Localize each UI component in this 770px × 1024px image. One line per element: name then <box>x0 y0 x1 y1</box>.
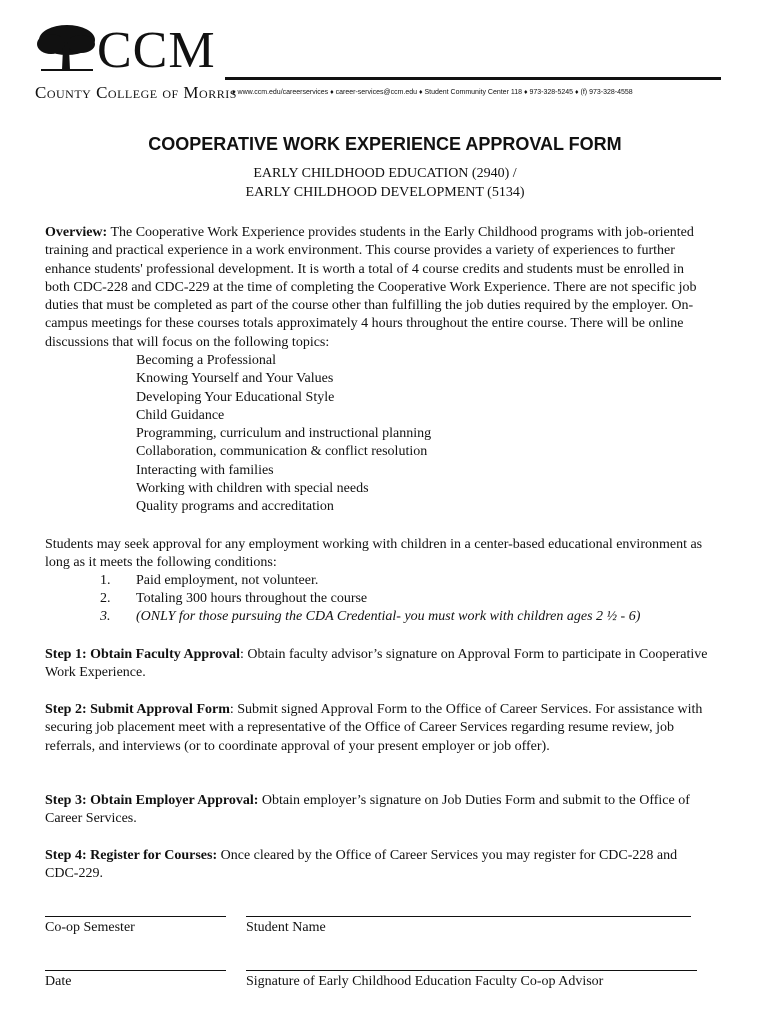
topic-item: Becoming a Professional <box>136 353 276 368</box>
topic-item: Collaboration, communication & conflict resolution <box>136 444 428 460</box>
step-separator: : <box>240 647 244 662</box>
date-line[interactable] <box>45 970 226 971</box>
faculty-signature-line[interactable] <box>246 970 697 971</box>
student-name-line[interactable] <box>246 916 691 917</box>
step-1 <box>45 646 710 683</box>
topic-item: Working with children with special needs <box>136 481 369 497</box>
topic-item: Programming, curriculum and instructional planning <box>136 426 432 442</box>
step-text: Submit signed Approval Form to the Office of Career Services. For assistance with securing job placement meet with a representative of the Office of Career Services regarding resume review, job referrals, and interviews (or to coordinate approval of your present employer or job offer). <box>45 702 703 754</box>
conditions-intro: Students may seek approval for any employment working with children in a center-based educational environment as long as it meets the following conditions: <box>45 537 703 571</box>
condition-text: Paid employment, not volunteer. <box>136 573 319 588</box>
step-label: Step 4: Register for Courses: <box>45 848 218 863</box>
condition-number: 1. <box>100 573 111 588</box>
step-label: Step 1: Obtain Faculty Approval <box>45 647 240 662</box>
topic-item: Child Guidance <box>136 407 225 423</box>
condition-number: 2. <box>100 591 111 606</box>
form-title: COOPERATIVE WORK EXPERIENCE APPROVAL FORM <box>148 134 622 154</box>
step-label: Step 3: Obtain Employer Approval: <box>45 793 259 808</box>
topics-list <box>136 352 431 517</box>
overview-text: The Cooperative Work Experience provides students in the Early Childhood programs with job-oriented training and practical experience in a work environment. This course provides a variety of experiences to further enhance students' professional development. It is worth a total of 4 course credits and students must be enrolled in both CDC-228 and CDC-229 at the time of completing the Cooperative Work Experience. There are not specific job duties that must be completed as part of the course other than fulfilling the job duties required by the employer. On-campus meetings for these courses totals approximately 4 hours throughout the entire course. There will be online discussions that will focus on the following topics: <box>45 225 697 350</box>
condition-item <box>100 608 640 626</box>
condition-item <box>100 572 318 590</box>
date-label: Date <box>45 974 72 989</box>
letterhead <box>35 22 725 104</box>
topic-item: Quality programs and accreditation <box>136 499 334 515</box>
overview-label: Overview: <box>45 225 108 240</box>
coop-semester-label: Co-op Semester <box>45 920 135 935</box>
coop-semester-line[interactable] <box>45 916 226 917</box>
step-separator: : <box>229 702 234 717</box>
step-text: Obtain employer’s signature on Job Duties Form and submit to the Office of Career Services. <box>45 793 690 827</box>
step-2 <box>45 701 710 756</box>
condition-text: Totaling 300 hours throughout the course <box>136 591 368 606</box>
overview-paragraph <box>45 224 710 352</box>
condition-number: 3. <box>100 609 111 624</box>
step-text: Obtain faculty advisor’s signature on Approval Form to participate in Cooperative Work Experience. <box>45 647 708 681</box>
college-name: County College of Morris <box>35 83 237 102</box>
topic-item: Knowing Yourself and Your Values <box>136 371 334 387</box>
topic-item: Developing Your Educational Style <box>136 389 335 405</box>
step-4 <box>45 847 710 884</box>
step-label: Step 2: Submit Approval Form <box>45 702 230 717</box>
tree-logo-icon <box>35 22 97 72</box>
condition-text: (ONLY for those pursuing the CDA Credential- you must work with children ages 2 ½ - 6) <box>136 609 641 624</box>
logo-wordmark: CCM <box>97 22 216 79</box>
faculty-signature-label: Signature of Early Childhood Education Faculty Co-op Advisor <box>246 974 604 989</box>
program-line-2: EARLY CHILDHOOD DEVELOPMENT (5134) <box>245 185 525 200</box>
program-line-1: EARLY CHILDHOOD EDUCATION (2940) / <box>253 166 517 181</box>
header-rule <box>225 77 721 80</box>
contact-line: ♦ www.ccm.edu/careerservices ♦ career-services@ccm.edu ♦ Student Community Center 118 ♦ 973-328-5245 ♦ (f) 973-328-4558 <box>232 89 633 96</box>
condition-item <box>100 590 367 608</box>
step-3 <box>45 792 710 829</box>
topic-item: Interacting with families <box>136 462 274 478</box>
step-text: Once cleared by the Office of Career Services you may register for CDC-228 and CDC-229. <box>45 848 678 882</box>
student-name-label: Student Name <box>246 920 326 935</box>
